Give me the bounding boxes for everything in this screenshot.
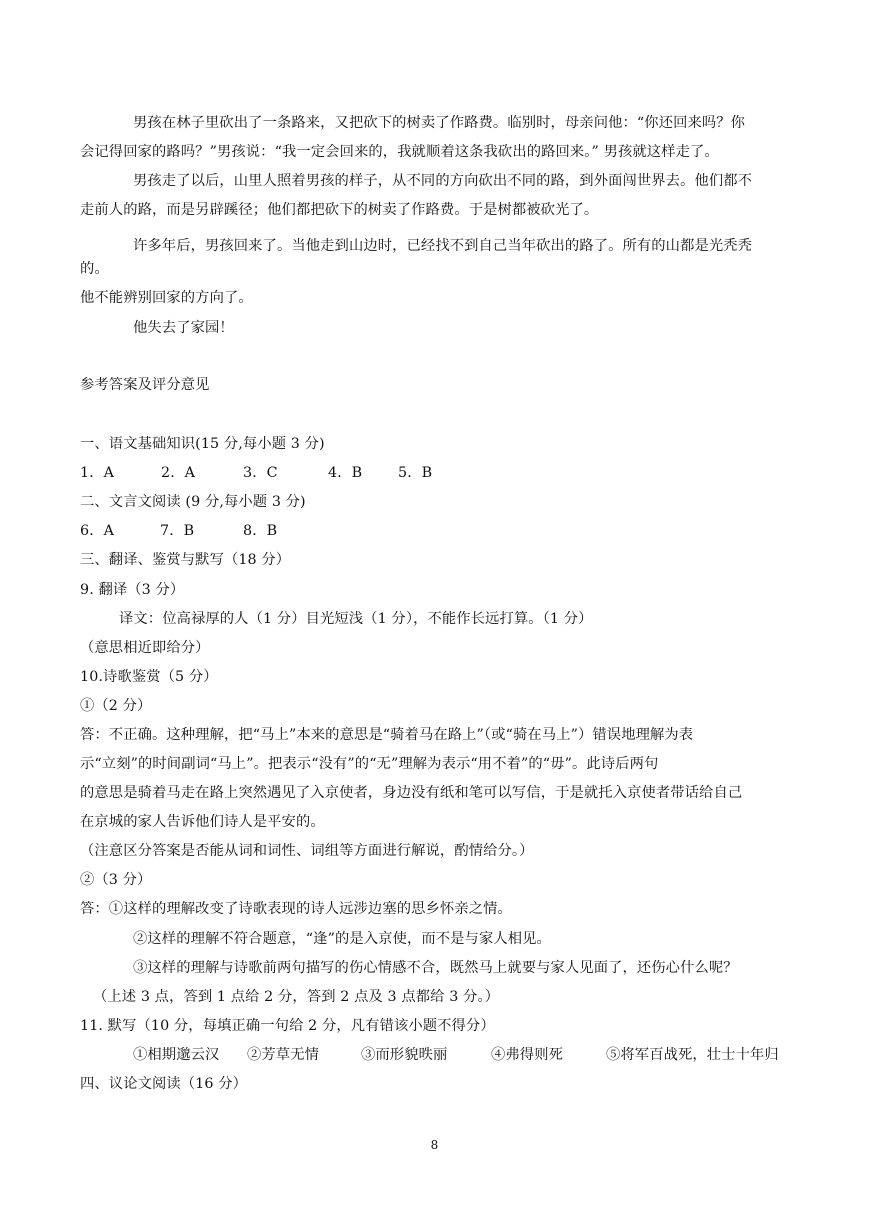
recitation-item: ②芳草无情 xyxy=(247,1047,319,1063)
section-3-title: 三、翻译、鉴赏与默写（18 分） xyxy=(80,552,291,568)
question-9-title: 9. 翻译（3 分） xyxy=(80,582,185,598)
question-10-title: 10.诗歌鉴赏（5 分） xyxy=(80,669,218,685)
recitation-item: ①相期邈云汉 xyxy=(133,1047,220,1063)
question-10-note-2: （上述 3 点，答到 1 点给 2 分，答到 2 点及 3 点都给 3 分。） xyxy=(93,989,500,1005)
answer-item: 1．A xyxy=(80,465,115,481)
question-10-part-2: ②（3 分） xyxy=(80,872,152,888)
answer-item: 8．B xyxy=(243,523,278,539)
question-10-answer-1-line-2: 示“立刻”的时间副词“马上”。把表示“没有”的“无”理解为表示“用不着”的“毋”。此诗后两句 xyxy=(80,756,659,772)
question-10-answer-1-line-4: 在京城的家人告诉他们诗人是平安的。 xyxy=(80,814,325,830)
question-9-answer: 译文：位高禄厚的人（1 分）目光短浅（1 分），不能作长远打算。（1 分） xyxy=(119,611,593,627)
answer-item: 6．A xyxy=(80,523,115,539)
section-2-title: 二、文言文阅读 (9 分,每小题 3 分) xyxy=(80,494,306,510)
recitation-item: ③而形貌昳丽 xyxy=(361,1047,448,1063)
story-paragraph-1-line-2: 会记得回家的路吗？”男孩说：“我一定会回来的，我就顺着这条我砍出的路回来。” 男孩就这样走了。 xyxy=(80,144,719,160)
section-1-title: 一、语文基础知识(15 分,每小题 3 分) xyxy=(80,436,325,452)
question-10-part-1: ①（2 分） xyxy=(80,698,152,714)
story-paragraph-5: 他失去了家园！ xyxy=(133,320,234,336)
section-2-answers xyxy=(80,521,277,541)
answers-heading: 参考答案及评分意见 xyxy=(80,377,210,393)
answer-item: 5．B xyxy=(398,465,433,481)
question-10-note-1: （注意区分答案是否能从词和词性、词组等方面进行解说，酌情给分。） xyxy=(80,843,534,859)
story-paragraph-3-line-1: 许多年后，男孩回来了。当他走到山边时，已经找不到自己当年砍出的路了。所有的山都是光秃秃 xyxy=(133,238,753,254)
question-10-answer-2-line-1: 答：①这样的理解改变了诗歌表现的诗人远涉边塞的思乡怀亲之情。 xyxy=(80,901,512,917)
question-10-answer-1-line-1: 答：不正确。这种理解，把“马上”本来的意思是“骑着马在路上”（或“骑在马上”）错误地理解为表 xyxy=(80,727,694,743)
page-number: 8 xyxy=(430,1138,439,1152)
question-10-answer-2-line-3: ③这样的理解与诗歌前两句描写的伤心情感不合，既然马上就要与家人见面了，还伤心什么呢？ xyxy=(133,960,738,976)
story-paragraph-3-line-2: 的。 xyxy=(80,261,109,277)
answer-item: 7．B xyxy=(160,523,195,539)
story-paragraph-1-line-1: 男孩在林子里砍出了一条路来，又把砍下的树卖了作路费。临别时，母亲问他：“你还回来吗？你 xyxy=(133,115,746,131)
question-10-answer-2-line-2: ②这样的理解不符合题意，“逢”的是入京使，而不是与家人相见。 xyxy=(133,931,551,947)
question-10-answer-1-line-3: 的意思是骑着马走在路上突然遇见了入京使者，身边没有纸和笔可以写信，于是就托入京使者带话给自己 xyxy=(80,785,743,801)
question-11-title: 11. 默写（10 分，每填正确一句给 2 分，凡有错该小题不得分） xyxy=(80,1018,495,1034)
story-paragraph-4: 他不能辨别回家的方向了。 xyxy=(80,290,253,306)
story-paragraph-2-line-2: 走前人的路，而是另辟蹊径；他们都把砍下的树卖了作路费。于是树都被砍光了。 xyxy=(80,202,599,218)
question-9-note: （意思相近即给分） xyxy=(80,640,210,656)
answer-item: 3．C xyxy=(243,465,278,481)
answer-item: 4．B xyxy=(328,465,363,481)
story-paragraph-2-line-1: 男孩走了以后，山里人照着男孩的样子，从不同的方向砍出不同的路，到外面闯世界去。他们都不 xyxy=(133,173,753,189)
question-11-answers xyxy=(133,1045,779,1065)
section-4-title: 四、议论文阅读（16 分） xyxy=(80,1076,248,1092)
answer-item: 2．A xyxy=(161,465,196,481)
recitation-item: ⑤将军百战死，壮士十年归 xyxy=(606,1047,779,1063)
recitation-item: ④弗得则死 xyxy=(491,1047,563,1063)
section-1-answers xyxy=(80,463,432,483)
